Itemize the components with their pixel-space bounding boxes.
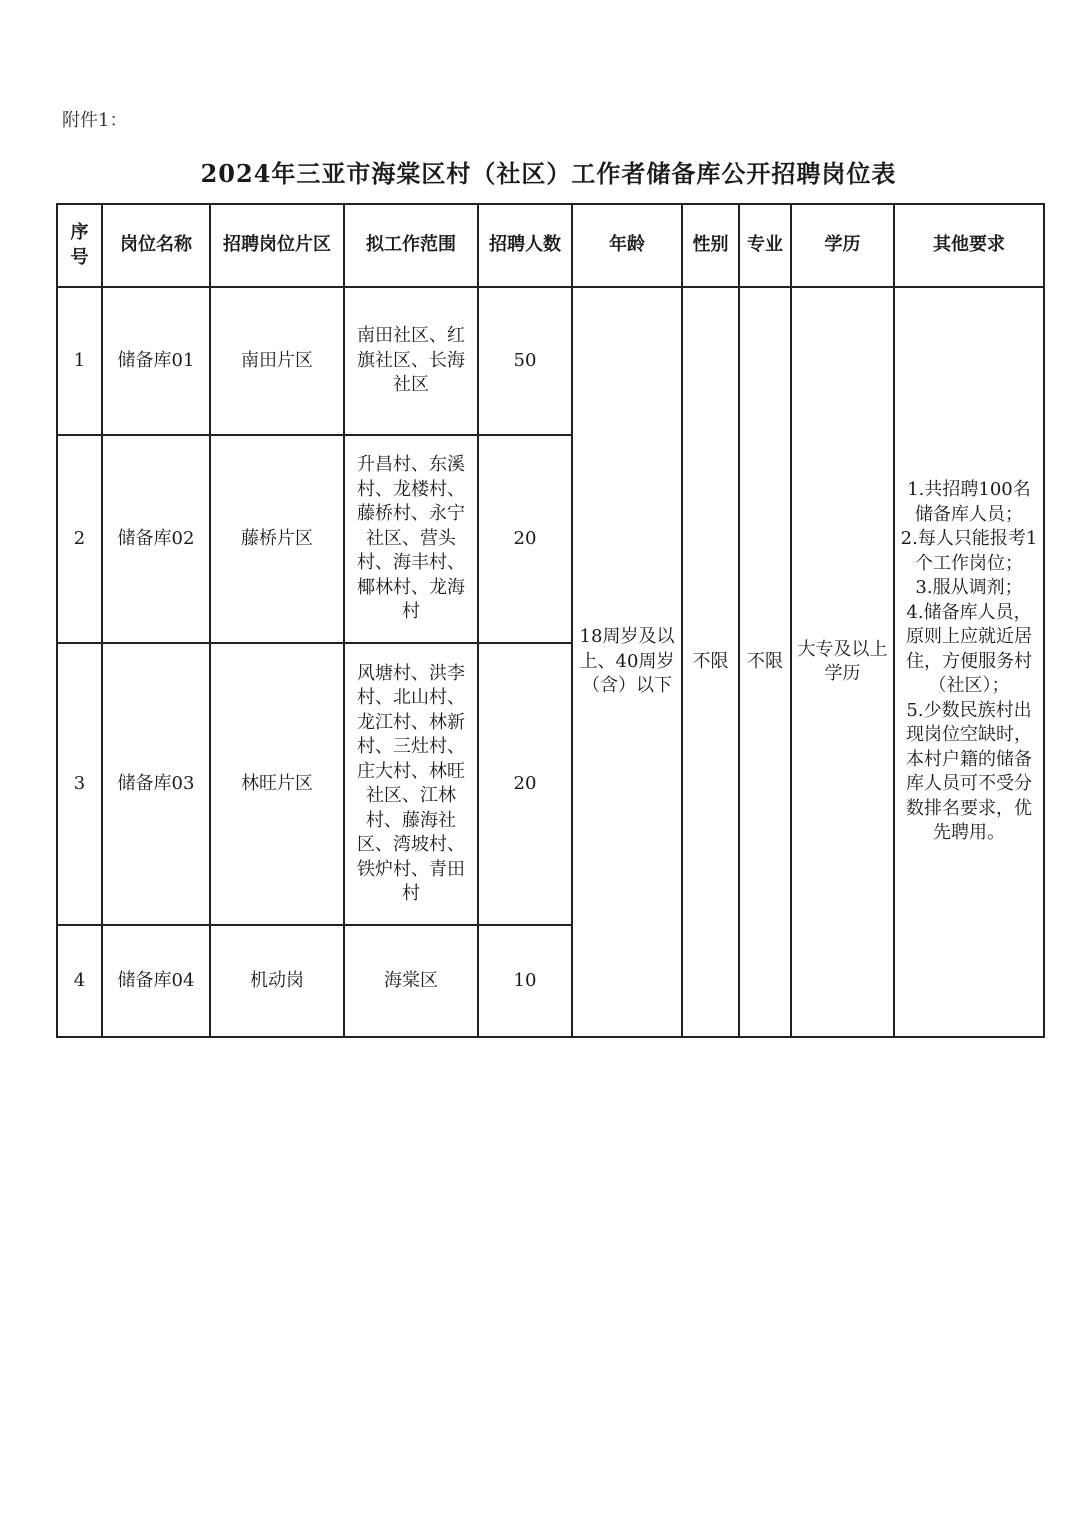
cell-position-name: 储备库04	[102, 925, 210, 1037]
header-age: 年龄	[572, 204, 682, 287]
cell-work-scope: 南田社区、红旗社区、长海社区	[344, 287, 478, 435]
header-seq: 序 号	[57, 204, 102, 287]
cell-seq: 4	[57, 925, 102, 1037]
cell-seq: 1	[57, 287, 102, 435]
header-gender: 性别	[682, 204, 739, 287]
cell-education: 大专及以上学历	[791, 287, 894, 1037]
cell-work-scope: 风塘村、洪李村、北山村、龙江村、林新村、三灶村、庄大村、林旺社区、江林村、藤海社区、湾坡村、铁炉村、青田村	[344, 643, 478, 925]
header-headcount: 招聘人数	[478, 204, 572, 287]
cell-headcount: 20	[478, 435, 572, 643]
attachment-label: 附件1：	[62, 110, 128, 131]
cell-work-scope: 升昌村、东溪村、龙楼村、藤桥村、永宁社区、营头村、海丰村、椰林村、龙海村	[344, 435, 478, 643]
header-row	[57, 204, 1044, 287]
header-education: 学历	[791, 204, 894, 287]
cell-age: 18周岁及以上、40周岁（含）以下	[572, 287, 682, 1037]
cell-seq: 2	[57, 435, 102, 643]
cell-position-name: 储备库02	[102, 435, 210, 643]
cell-district: 藤桥片区	[210, 435, 344, 643]
header-position-name: 岗位名称	[102, 204, 210, 287]
cell-position-name: 储备库01	[102, 287, 210, 435]
table-row	[57, 287, 1044, 435]
cell-position-name: 储备库03	[102, 643, 210, 925]
cell-other-requirements	[894, 287, 1044, 1037]
page-title: 2024年三亚市海棠区村（社区）工作者储备库公开招聘岗位表	[200, 159, 897, 188]
requirement-item: 2.每人只能报考1个工作岗位；	[900, 528, 1038, 574]
cell-major: 不限	[739, 287, 791, 1037]
cell-headcount: 10	[478, 925, 572, 1037]
requirement-item: 5.少数民族村出现岗位空缺时，本村户籍的储备库人员可不受分数排名要求，优先聘用。	[906, 699, 1032, 844]
recruitment-table	[56, 203, 1045, 1038]
header-other: 其他要求	[894, 204, 1044, 287]
cell-work-scope: 海棠区	[344, 925, 478, 1037]
header-work-scope: 拟工作范围	[344, 204, 478, 287]
cell-headcount: 50	[478, 287, 572, 435]
header-major: 专业	[739, 204, 791, 287]
header-district: 招聘岗位片区	[210, 204, 344, 287]
cell-gender: 不限	[682, 287, 739, 1037]
cell-district: 南田片区	[210, 287, 344, 435]
cell-district: 林旺片区	[210, 643, 344, 925]
requirement-item: 1.共招聘100名储备库人员；	[907, 479, 1031, 525]
cell-seq: 3	[57, 643, 102, 925]
requirement-item: 4.储备库人员，原则上应就近居住，方便服务村（社区）；	[906, 601, 1032, 697]
cell-district: 机动岗	[210, 925, 344, 1037]
requirement-item: 3.服从调剂；	[915, 577, 1023, 599]
cell-headcount: 20	[478, 643, 572, 925]
